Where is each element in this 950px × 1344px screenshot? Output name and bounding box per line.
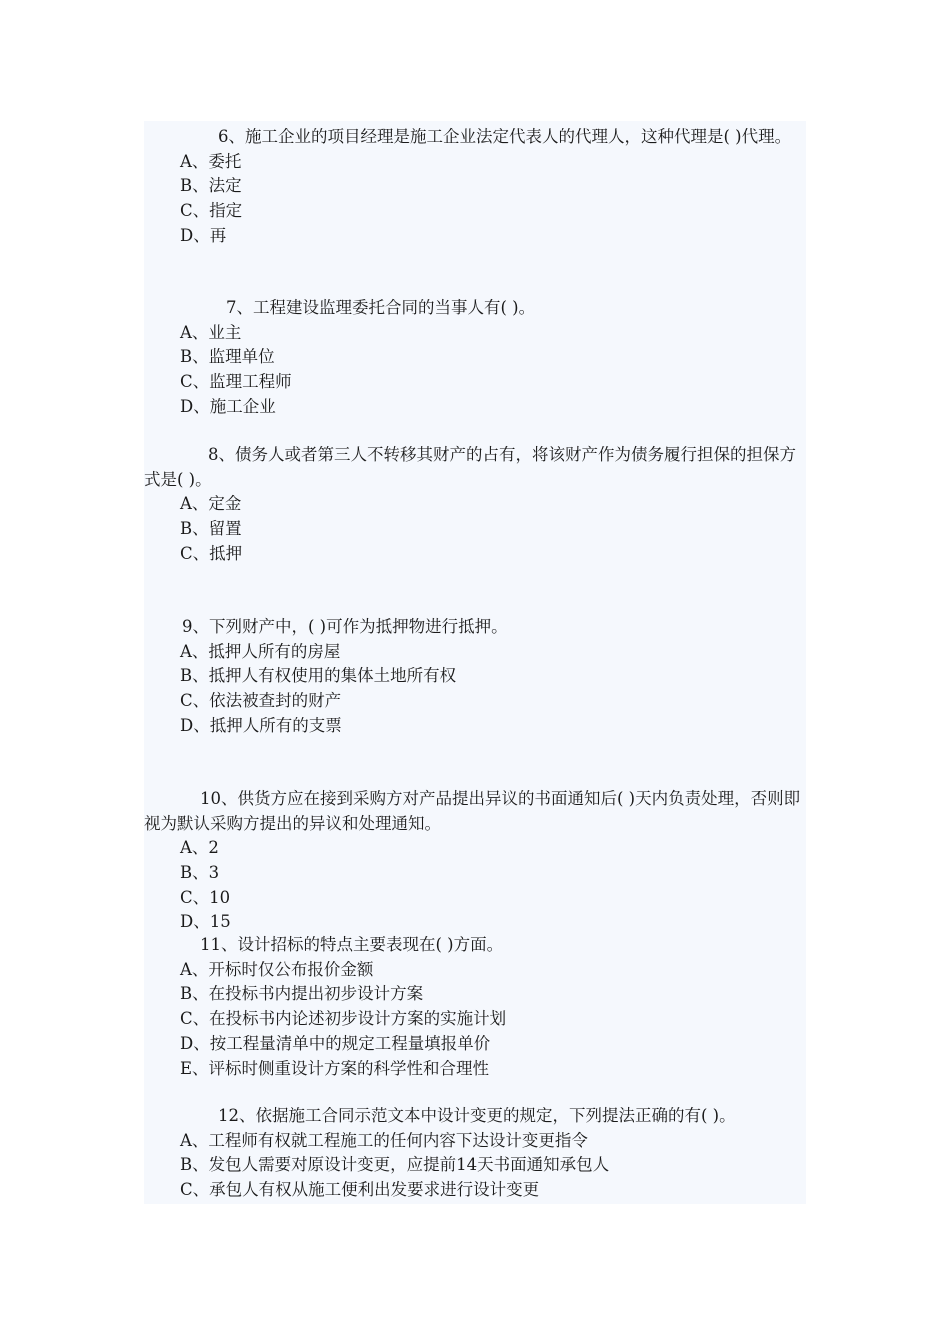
option-c: C、抵押 [180, 543, 243, 563]
option-a: A、抵押人所有的房屋 [180, 641, 341, 661]
question-9 [144, 615, 806, 739]
option-b: B、法定 [180, 176, 242, 196]
option-a: A、业主 [180, 322, 242, 342]
option-d: D、抵押人所有的支票 [180, 715, 342, 735]
option-b: B、3 [180, 862, 220, 882]
question-stem: 12、依据施工合同示范文本中设计变更的规定，下列提法正确的有( )。 [218, 1106, 736, 1125]
option-e: E、评标时侧重设计方案的科学性和合理性 [180, 1058, 490, 1078]
question-11 [144, 933, 806, 1081]
option-b: B、监理单位 [180, 347, 275, 367]
option-b: B、抵押人有权使用的集体土地所有权 [180, 666, 457, 686]
option-a: A、委托 [180, 151, 242, 171]
question-stem: 8、债务人或者第三人不转移其财产的占有，将该财产作为债务履行担保的担保方式是( )。 [144, 445, 796, 489]
option-a: A、开标时仅公布报价金额 [180, 959, 374, 979]
option-c: C、承包人有权从施工便利出发要求进行设计变更 [180, 1180, 540, 1200]
option-c: C、在投标书内论述初步设计方案的实施计划 [180, 1009, 507, 1029]
option-c: C、依法被查封的财产 [180, 691, 342, 711]
option-c: C、监理工程师 [180, 372, 292, 392]
option-b: B、在投标书内提出初步设计方案 [180, 984, 424, 1004]
question-8 [144, 443, 806, 566]
option-b: B、留置 [180, 518, 242, 538]
question-stem: 6、施工企业的项目经理是施工企业法定代表人的代理人，这种代理是( )代理。 [218, 127, 792, 146]
question-10 [144, 787, 806, 935]
question-12 [144, 1104, 806, 1203]
option-d: D、15 [180, 912, 231, 932]
question-7 [144, 296, 806, 420]
option-a: A、工程师有权就工程施工的任何内容下达设计变更指令 [180, 1130, 588, 1150]
option-c: C、10 [180, 887, 231, 907]
question-stem: 11、设计招标的特点主要表现在( )方面。 [200, 935, 504, 954]
question-stem: 7、工程建设监理委托合同的当事人有( )。 [226, 298, 536, 317]
option-b: B、发包人需要对原设计变更，应提前14天书面通知承包人 [180, 1155, 610, 1175]
option-c: C、指定 [180, 201, 243, 221]
question-block [144, 121, 806, 1204]
option-a: A、定金 [180, 494, 242, 513]
option-a: A、2 [180, 838, 219, 857]
option-d: D、施工企业 [180, 396, 276, 416]
question-stem: 9、下列财产中，( )可作为抵押物进行抵押。 [182, 617, 508, 636]
question-6 [144, 125, 806, 249]
option-d: D、再 [180, 225, 227, 245]
question-stem: 10、供货方应在接到采购方对产品提出异议的书面通知后( )天内负责处理，否则即视为默认采购方提出的异议和处理通知。 [144, 789, 801, 833]
option-d: D、按工程量清单中的规定工程量填报单价 [180, 1033, 491, 1053]
